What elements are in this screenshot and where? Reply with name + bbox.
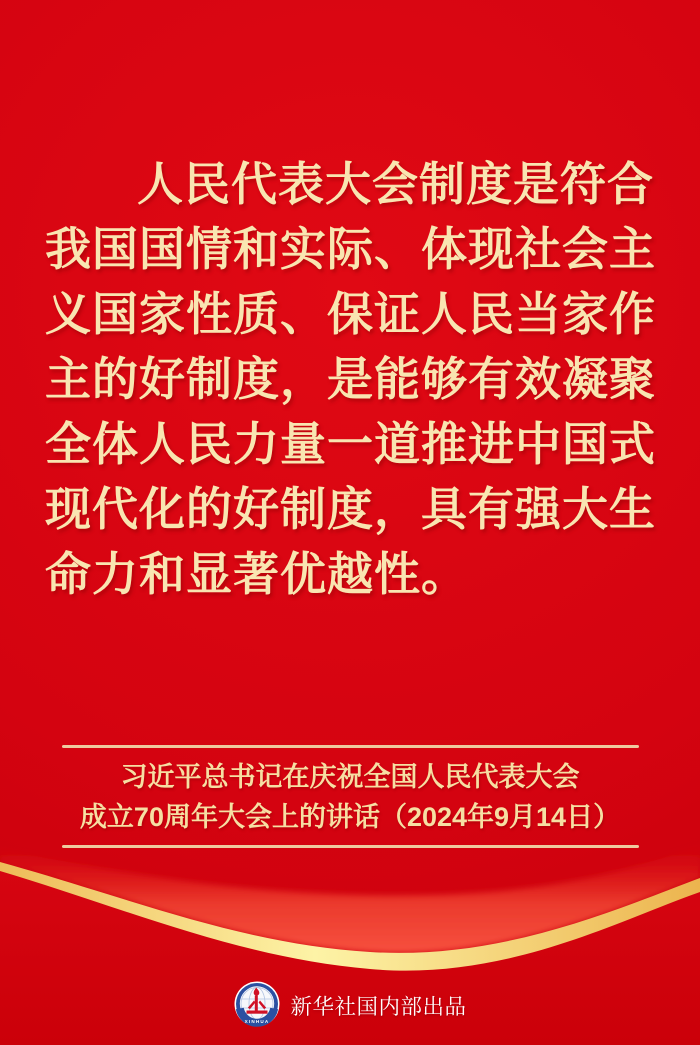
- quote-line-3: 义国家性质、保证人民当家作: [45, 289, 656, 340]
- quote-line-6: 现代化的好制度，具有强大生: [45, 484, 656, 535]
- attribution-line-1: 习近平总书记在庆祝全国人民代表大会: [120, 762, 580, 792]
- emblem-text: XINHUA: [245, 1019, 270, 1025]
- quote-line-2: 我国国情和实际、体现社会主: [45, 224, 656, 275]
- producer-credit: 新华社国内部出品: [290, 994, 467, 1019]
- quote-line-4: 主的好制度，是能够有效凝聚: [45, 354, 656, 405]
- quote-line-1: 人民代表大会制度是符合: [137, 159, 654, 210]
- xinhua-emblem-icon: [233, 980, 281, 1030]
- quote-block: [45, 152, 657, 607]
- attribution-rule-top: [62, 745, 639, 748]
- footer: [0, 979, 700, 1031]
- attribution-block: [40, 757, 660, 837]
- attribution-line-2: 成立70周年大会上的讲话（2024年9月14日）: [79, 802, 621, 832]
- quote-line-7: 命力和显著优越性。: [45, 549, 468, 600]
- quote-line-5: 全体人民力量一道推进中国式: [45, 419, 656, 470]
